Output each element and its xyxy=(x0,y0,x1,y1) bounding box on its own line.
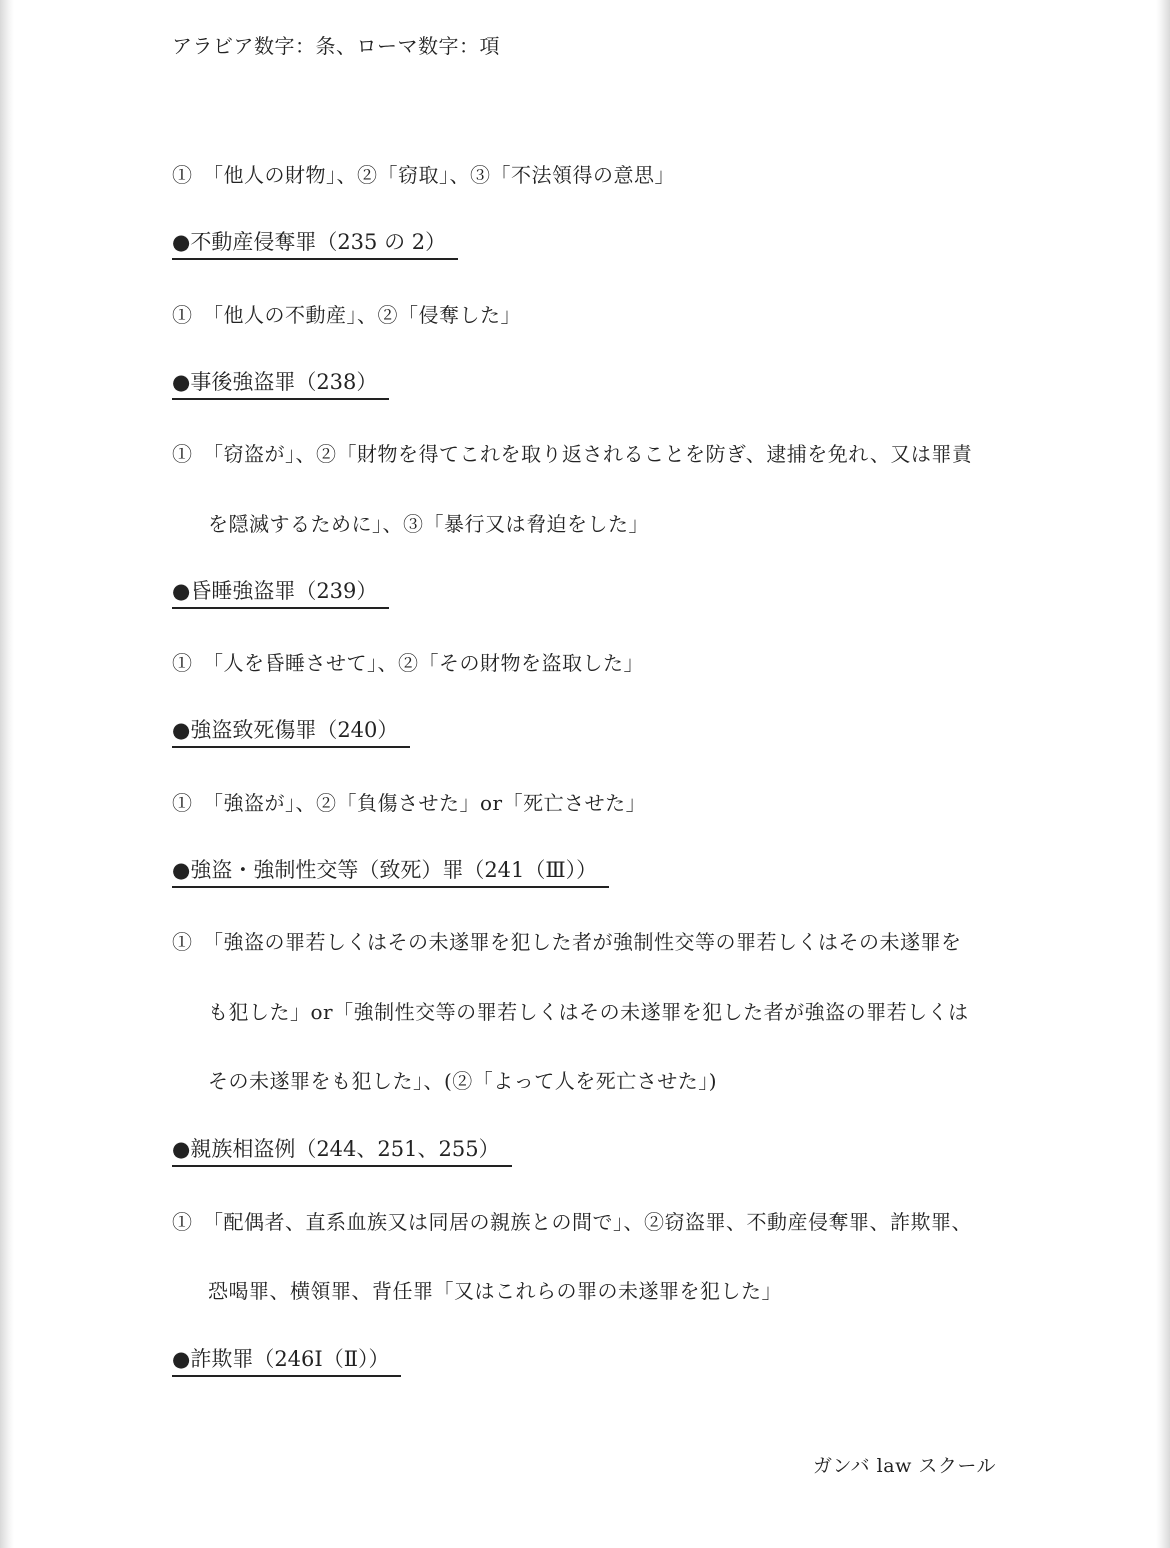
section-line: を隠滅するために」、③「暴行又は脅迫をした」 xyxy=(208,512,649,536)
section-line: ① 「窃盗が」、②「財物を得てこれを取り返されることを防ぎ、逮捕を免れ、又は罪責 xyxy=(172,442,973,466)
heading-goto-chishisho: ●強盗致死傷罪（240） xyxy=(172,717,410,748)
heading-sagi: ●詐欺罪（246Ⅰ（Ⅱ）） xyxy=(172,1346,401,1377)
section-line: も犯した」or「強制性交等の罪若しくはその未遂罪を犯した者が強盗の罪若しくは xyxy=(208,1000,969,1024)
section-line: ① 「他人の不動産」、②「侵奪した」 xyxy=(172,303,521,327)
intro-line: ① 「他人の財物」、②「窃取」、③「不法領得の意思」 xyxy=(172,163,675,187)
section-line: ① 「強盗の罪若しくはその未遂罪を犯した者が強制性交等の罪若しくはその未遂罪を xyxy=(172,930,962,954)
page-shadow-left xyxy=(0,0,14,1548)
heading-goto-kyoseiseiko: ●強盗・強制性交等（致死）罪（241（Ⅲ）） xyxy=(172,857,609,888)
heading-jigo-goto: ●事後強盗罪（238） xyxy=(172,369,389,400)
footer-school-name: ガンバ law スクール xyxy=(812,1455,996,1477)
section-line: その未遂罪をも犯した」、(②「よって人を死亡させた」) xyxy=(208,1069,718,1093)
heading-konsui-goto: ●昏睡強盗罪（239） xyxy=(172,578,389,609)
section-line: ① 「強盗が」、②「負傷させた」or「死亡させた」 xyxy=(172,791,647,815)
section-line: 恐喝罪、横領罪、背任罪「又はこれらの罪の未遂罪を犯した」 xyxy=(208,1279,782,1303)
page-shadow-right xyxy=(1156,0,1170,1548)
heading-fudosan-shindatsu: ●不動産侵奪罪（235 の 2） xyxy=(172,229,458,260)
top-note: アラビア数字：条、ローマ数字：項 xyxy=(172,34,500,58)
section-line: ① 「配偶者、直系血族又は同居の親族との間で」、②窃盗罪、不動産侵奪罪、詐欺罪、 xyxy=(172,1210,972,1234)
heading-shinzoku-sotorei: ●親族相盗例（244、251、255） xyxy=(172,1136,512,1167)
section-line: ① 「人を昏睡させて」、②「その財物を盗取した」 xyxy=(172,651,644,675)
